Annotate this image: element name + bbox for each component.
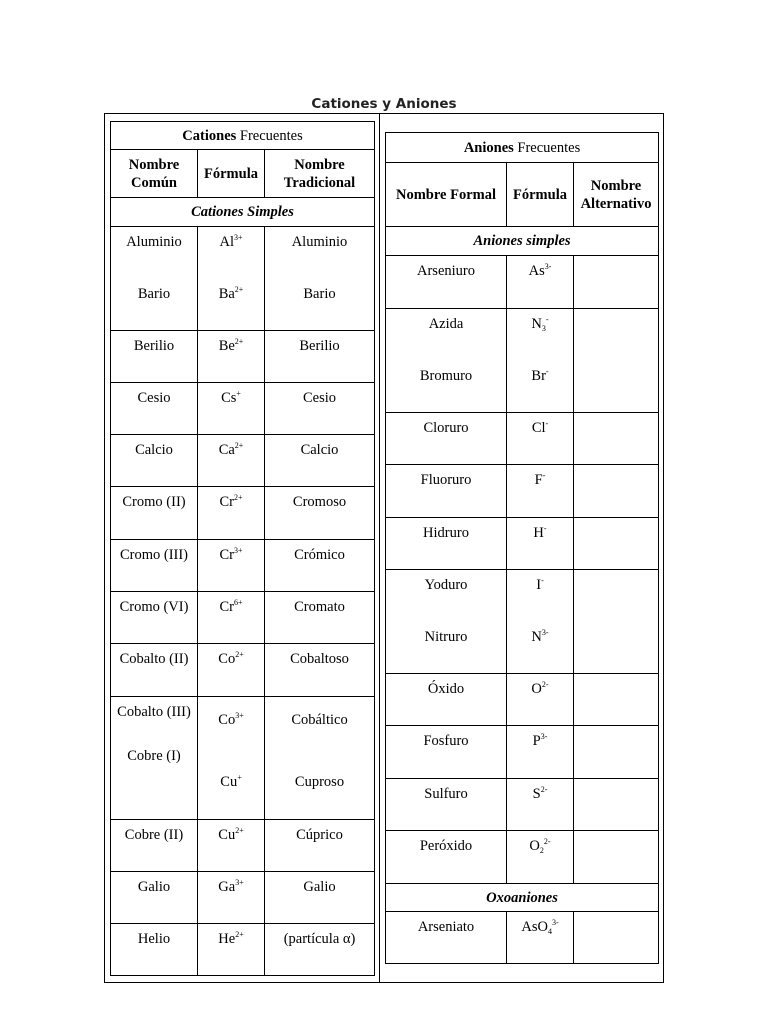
cation-formula-cell (198, 644, 265, 697)
anion-name-cell (386, 518, 507, 570)
cations-table-title (111, 122, 375, 150)
cation-trad-cell (265, 697, 375, 820)
anion-name: Cloruro (423, 420, 469, 436)
cation-trad: Bario (303, 286, 336, 302)
cation-formula (201, 826, 261, 844)
anion-name-cell (386, 570, 507, 674)
anion-formula-cell (507, 779, 574, 831)
formula-base: Cl (531, 420, 546, 436)
anions-title-bold: Aniones (463, 139, 514, 156)
table-row (111, 435, 375, 487)
cation-formula (201, 493, 261, 511)
cation-name-cell (111, 697, 198, 820)
formula-base: Co (218, 651, 236, 667)
cations-section-simple: Cationes Simples (111, 198, 375, 227)
formula-base: N (531, 629, 542, 645)
anion-name-cell (386, 465, 507, 518)
formula-base: Cu (220, 774, 238, 790)
formula-base: Ga (218, 879, 236, 895)
cation-trad: Galio (303, 879, 336, 895)
anion-name-cell (386, 309, 507, 413)
table-row (386, 570, 659, 674)
anion-name: Yoduro (424, 577, 468, 593)
cation-name-cell (111, 872, 198, 924)
cation-name-cell (111, 227, 198, 331)
formula-subscript: 3 (541, 324, 546, 333)
formula-base: N (531, 316, 542, 332)
cation-formula-cell (198, 924, 265, 976)
formula-base: Ba (218, 286, 235, 302)
anion-formula-cell (507, 518, 574, 570)
cation-trad: Cobáltico (291, 712, 348, 728)
formula-charge: 2+ (234, 285, 244, 294)
formula-base: I (536, 577, 542, 593)
anion-name: Bromuro (419, 368, 473, 384)
anion-name-cell (386, 726, 507, 779)
cations-header-formula: Fórmula (198, 150, 265, 198)
cation-trad: Cesio (302, 390, 337, 406)
cation-formula-cell (198, 540, 265, 592)
cation-name: Cromo (III) (119, 547, 189, 563)
formula-charge: 3- (544, 262, 552, 271)
cation-trad: Cuproso (294, 774, 345, 790)
formula-base: Ca (218, 442, 235, 458)
cation-name-cell (111, 383, 198, 435)
row-gap (389, 594, 503, 628)
cation-trad: Calcio (300, 442, 339, 458)
anion-name: Óxido (427, 681, 465, 697)
anion-name-cell (386, 831, 507, 884)
cation-name-cell (111, 820, 198, 872)
table-row (386, 726, 659, 779)
cation-formula-cell (198, 820, 265, 872)
formula-charge: 3+ (233, 546, 243, 555)
cation-formula (201, 930, 261, 948)
anions-title-rest: Frecuentes (513, 139, 581, 156)
table-row (111, 644, 375, 697)
cations-title-bold: Cationes (182, 127, 237, 144)
table-row (386, 779, 659, 831)
anion-formula-cell (507, 465, 574, 518)
anion-alt-cell (574, 912, 659, 964)
anion-alt-cell (574, 726, 659, 779)
table-row (386, 674, 659, 726)
cation-formula (201, 441, 261, 459)
anions-header-formula: Fórmula (507, 163, 574, 227)
anion-name-cell (386, 912, 507, 964)
anion-formula (510, 524, 570, 542)
anion-formula-cell (507, 912, 574, 964)
anion-alt-cell (574, 831, 659, 884)
formula-charge: 2- (540, 785, 548, 794)
table-row (111, 331, 375, 383)
anion-formula (510, 315, 570, 333)
anion-name-cell (386, 779, 507, 831)
anion-alt-cell (574, 413, 659, 465)
cation-formula (201, 546, 261, 564)
cations-body (111, 227, 375, 976)
cation-name: Cobre (II) (124, 827, 184, 843)
formula-charge: 3+ (233, 233, 243, 242)
anion-alt-cell (574, 256, 659, 309)
cation-formula (201, 650, 261, 668)
formula-charge: 2+ (234, 441, 244, 450)
table-row (386, 518, 659, 570)
formula-charge: + (236, 389, 241, 398)
cation-formula (201, 878, 261, 896)
row-gap (389, 333, 503, 367)
formula-base: P (532, 733, 541, 749)
cation-formula-cell (198, 383, 265, 435)
table-row (111, 227, 375, 331)
formula-charge: 2+ (233, 493, 243, 502)
cation-name-cell (111, 644, 198, 697)
row-gap (268, 251, 371, 285)
cation-formula (201, 337, 261, 355)
cation-name: Cromo (II) (122, 494, 186, 510)
page-title: Cationes y Aniones (311, 96, 457, 112)
anions-section-oxo: Oxoaniones (386, 884, 659, 912)
formula-base: As (528, 263, 545, 279)
formula-base: AsO (521, 919, 548, 935)
formula-base: Co (218, 712, 236, 728)
formula-charge: 3- (551, 918, 559, 927)
formula-base: Cs (221, 390, 237, 406)
row-gap (510, 594, 570, 628)
cation-name: Galio (137, 879, 171, 895)
formula-charge: 2- (543, 837, 551, 846)
anion-formula-cell (507, 256, 574, 309)
cation-trad: (partícula α) (283, 931, 356, 947)
anion-formula (510, 628, 570, 646)
anion-formula-cell (507, 726, 574, 779)
cation-formula-cell (198, 592, 265, 644)
anion-name: Fluoruro (420, 472, 472, 488)
cation-name-cell (111, 331, 198, 383)
anion-formula (510, 367, 570, 385)
formula-base: Be (218, 338, 235, 354)
formula-base: O (529, 838, 540, 854)
cation-name: Berilio (133, 338, 175, 354)
formula-charge: - (545, 367, 549, 376)
cation-name: Calcio (135, 442, 173, 458)
cation-trad: Crómico (294, 547, 345, 563)
anion-formula (510, 680, 570, 698)
cation-trad: Cobaltoso (290, 651, 349, 667)
table-row (386, 465, 659, 518)
anion-formula (510, 837, 570, 855)
column-divider (379, 113, 380, 983)
formula-base: S (532, 786, 541, 802)
cation-formula (201, 285, 261, 303)
table-row (111, 592, 375, 644)
formula-base: H (533, 525, 544, 541)
formula-charge: 6+ (233, 598, 243, 607)
formula-charge: 2+ (235, 650, 244, 659)
cation-trad: Cromato (294, 599, 345, 615)
cation-formula-cell (198, 872, 265, 924)
anion-alt-cell (574, 465, 659, 518)
formula-base: O (531, 681, 542, 697)
anion-formula-cell (507, 674, 574, 726)
formula-charge: 2+ (235, 826, 244, 835)
cations-header-trad: Nombre Tradicional (265, 150, 375, 198)
cation-trad-cell (265, 435, 375, 487)
cation-name: Helio (137, 931, 171, 947)
formula-charge: - (543, 524, 547, 533)
row-gap (268, 729, 371, 773)
cation-name: Cobalto (III) (117, 704, 191, 720)
cation-name-cell (111, 435, 198, 487)
cation-name-cell (111, 487, 198, 540)
formula-charge: 3+ (235, 711, 244, 720)
cation-trad-cell (265, 227, 375, 331)
table-row (111, 540, 375, 592)
anion-name: Arseniuro (417, 263, 475, 279)
formula-subscript: 4 (547, 927, 552, 936)
formula-base: Al (219, 234, 234, 250)
cation-formula (201, 773, 261, 791)
cation-trad-cell (265, 820, 375, 872)
cation-trad-cell (265, 383, 375, 435)
row-gap (201, 729, 261, 773)
anions-header-name: Nombre Formal (386, 163, 507, 227)
cation-formula (201, 598, 261, 616)
formula-charge: - (545, 419, 549, 428)
cation-formula (201, 233, 261, 251)
cation-trad-cell (265, 644, 375, 697)
anion-formula-cell (507, 570, 574, 674)
table-row (111, 383, 375, 435)
anion-alt-cell (574, 570, 659, 674)
formula-charge: 2+ (234, 337, 244, 346)
formula-base: F (534, 472, 543, 488)
cation-formula-cell (198, 487, 265, 540)
anions-table (385, 132, 659, 964)
anion-formula-cell (507, 831, 574, 884)
anion-formula (510, 732, 570, 750)
anion-formula-cell (507, 309, 574, 413)
cation-formula-cell (198, 331, 265, 383)
formula-charge: - (541, 576, 544, 585)
row-gap (510, 333, 570, 367)
anion-alt-cell (574, 518, 659, 570)
cations-title-rest: Frecuentes (236, 127, 303, 144)
row-gap (201, 251, 261, 285)
anion-alt-cell (574, 779, 659, 831)
anions-header-alt: Nombre Alternativo (574, 163, 659, 227)
cation-trad-cell (265, 924, 375, 976)
anion-name: Nitruro (424, 629, 468, 645)
formula-base: Br (531, 368, 546, 384)
cation-trad-cell (265, 487, 375, 540)
oxo-body (386, 912, 659, 964)
cations-header-name: Nombre Común (111, 150, 198, 198)
formula-base: He (218, 931, 236, 947)
anion-formula (510, 576, 570, 594)
formula-charge: - (542, 471, 546, 480)
cation-name: Aluminio (126, 234, 182, 250)
anion-name: Azida (428, 316, 464, 332)
table-row (111, 820, 375, 872)
anion-name-cell (386, 413, 507, 465)
formula-charge: 3- (541, 628, 549, 637)
table-row (386, 309, 659, 413)
anions-body (386, 256, 659, 884)
cation-formula-cell (198, 227, 265, 331)
cation-name: Cobalto (II) (119, 651, 189, 667)
formula-charge: 2- (541, 680, 549, 689)
anion-formula (510, 419, 570, 437)
cation-trad-cell (265, 331, 375, 383)
cation-trad: Cúprico (296, 827, 343, 843)
formula-charge: 3+ (235, 878, 244, 887)
cation-formula (201, 711, 261, 729)
table-row (386, 256, 659, 309)
anion-name: Sulfuro (424, 786, 468, 802)
cation-name-cell (111, 540, 198, 592)
anion-name: Hidruro (423, 525, 469, 541)
formula-subscript: 2 (539, 846, 544, 855)
row-gap (114, 721, 194, 747)
cation-formula-cell (198, 697, 265, 820)
cation-name: Cesio (137, 390, 171, 406)
cation-trad: Berilio (299, 338, 340, 354)
table-row (111, 697, 375, 820)
formula-base: Cu (218, 827, 236, 843)
cation-name: Cobre (I) (127, 748, 181, 764)
table-row (111, 924, 375, 976)
table-row (386, 413, 659, 465)
cation-trad-cell (265, 872, 375, 924)
formula-charge: 3- (540, 732, 548, 741)
cations-table (110, 121, 375, 976)
row-gap (114, 251, 194, 285)
anion-alt-cell (574, 309, 659, 413)
formula-charge: - (545, 315, 549, 324)
cation-formula (201, 389, 261, 407)
formula-charge: 2+ (235, 930, 244, 939)
anion-name: Peróxido (419, 838, 473, 854)
anions-section-simple: Aniones simples (386, 227, 659, 256)
table-row (111, 487, 375, 540)
table-row (386, 831, 659, 884)
anion-formula (510, 262, 570, 280)
cation-formula-cell (198, 435, 265, 487)
formula-base: Cr (219, 547, 234, 563)
anion-alt-cell (574, 674, 659, 726)
cation-name: Bario (137, 286, 171, 302)
anion-formula (510, 471, 570, 489)
anion-name-cell (386, 256, 507, 309)
anion-name: Fosfuro (423, 733, 469, 749)
anion-name: Arseniato (417, 919, 475, 935)
cation-trad: Aluminio (291, 234, 348, 250)
anion-formula (510, 918, 570, 936)
cation-trad-cell (265, 592, 375, 644)
anions-table-title (386, 133, 659, 163)
cation-trad-cell (265, 540, 375, 592)
cation-name-cell (111, 924, 198, 976)
table-row (111, 872, 375, 924)
anion-name-cell (386, 674, 507, 726)
cation-name-cell (111, 592, 198, 644)
cation-name: Cromo (VI) (119, 599, 189, 615)
formula-base: Cr (219, 494, 234, 510)
anion-formula-cell (507, 413, 574, 465)
cation-trad: Cromoso (292, 494, 347, 510)
anion-formula (510, 785, 570, 803)
formula-charge: + (237, 773, 242, 782)
table-row (386, 912, 659, 964)
formula-base: Cr (219, 599, 234, 615)
